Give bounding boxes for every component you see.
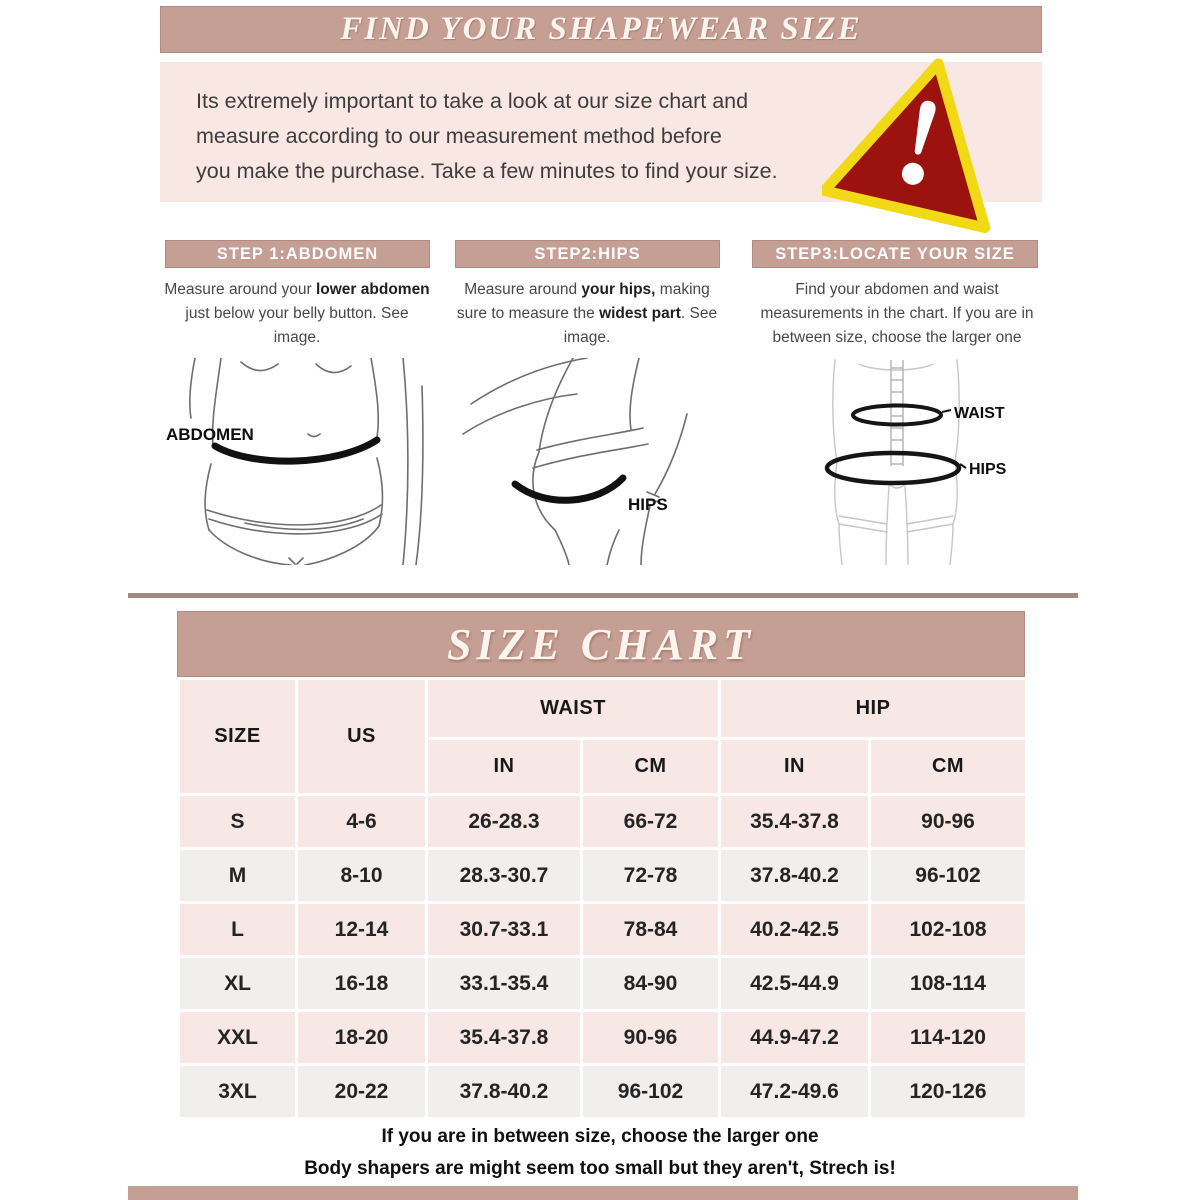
size-cell: 30.7-33.1 [427, 903, 582, 957]
hip-in-header: IN [720, 739, 870, 795]
step-2-description: Measure around your hips, making sure to measure the widest part. See image. [456, 281, 718, 346]
size-cell: 72-78 [582, 849, 720, 903]
size-row-xxl [179, 1011, 1027, 1065]
waist-label: WAIST [954, 405, 1005, 422]
step-3-header [752, 240, 1038, 268]
step-3-description: Find your abdomen and waist measurements in the chart. If you are in between size, choose the larger one [760, 281, 1034, 346]
size-cell: M [179, 849, 297, 903]
size-cell: 96-102 [870, 849, 1027, 903]
size-cell: L [179, 903, 297, 957]
abdomen-figure [165, 358, 445, 570]
size-cell: 35.4-37.8 [427, 1011, 582, 1065]
size-row-m [179, 849, 1027, 903]
col-waist-header: WAIST [427, 679, 720, 739]
stretch-note: Body shapers are might seem too small but they aren't, Strech is! [304, 1158, 896, 1179]
size-cell: 42.5-44.9 [720, 957, 870, 1011]
size-row-3xl [179, 1065, 1027, 1119]
size-cell: S [179, 795, 297, 849]
hips-figure [455, 358, 735, 570]
size-cell: 37.8-40.2 [427, 1065, 582, 1119]
size-cell: 28.3-30.7 [427, 849, 582, 903]
waist-in-header: IN [427, 739, 582, 795]
size-cell: 18-20 [297, 1011, 427, 1065]
size-cell: 47.2-49.6 [720, 1065, 870, 1119]
size-cell: 4-6 [297, 795, 427, 849]
size-chart-table-body [179, 795, 1027, 1119]
size-cell: 120-126 [870, 1065, 1027, 1119]
col-size-header: SIZE [179, 679, 297, 795]
step-2-title: STEP2:HIPS [534, 244, 641, 263]
size-row-l [179, 903, 1027, 957]
size-cell: 16-18 [297, 957, 427, 1011]
size-cell: 20-22 [297, 1065, 427, 1119]
size-row-xl [179, 957, 1027, 1011]
hips-label: HIPS [969, 461, 1007, 478]
size-cell: 114-120 [870, 1011, 1027, 1065]
waist-cm-header: CM [582, 739, 720, 795]
size-cell: 96-102 [582, 1065, 720, 1119]
between-size-note: If you are in between size, choose the larger one [381, 1126, 819, 1147]
size-cell: 35.4-37.8 [720, 795, 870, 849]
divider-line [128, 593, 1078, 598]
size-cell: 84-90 [582, 957, 720, 1011]
step-1-header [165, 240, 430, 268]
hips-label: HIPS [628, 495, 668, 514]
size-chart-table [177, 677, 1028, 1120]
size-cell: 12-14 [297, 903, 427, 957]
size-cell: XXL [179, 1011, 297, 1065]
size-cell: 8-10 [297, 849, 427, 903]
size-chart-title-bar [177, 611, 1025, 677]
size-cell: 78-84 [582, 903, 720, 957]
hip-cm-header: CM [870, 739, 1027, 795]
size-cell: 37.8-40.2 [720, 849, 870, 903]
size-cell: 26-28.3 [427, 795, 582, 849]
hips-line-drawing [455, 358, 735, 565]
size-cell: 108-114 [870, 957, 1027, 1011]
bottom-bar [128, 1186, 1078, 1200]
size-cell: XL [179, 957, 297, 1011]
size-cell: 44.9-47.2 [720, 1011, 870, 1065]
size-cell: 90-96 [870, 795, 1027, 849]
page-title: FIND YOUR SHAPEWEAR SIZE [340, 11, 862, 47]
intro-line: measure according to our measurement method before [196, 124, 722, 148]
step-3-title: STEP3:LOCATE YOUR SIZE [775, 244, 1015, 263]
body-measurement-drawing [775, 358, 1065, 565]
abdomen-line-drawing [165, 358, 445, 565]
warning-triangle-icon [822, 52, 1018, 234]
size-cell: 102-108 [870, 903, 1027, 957]
col-us-header: US [297, 679, 427, 795]
locate-size-figure [775, 358, 1065, 570]
step-1-description: Measure around your lower abdomen just below your belly button. See image. [164, 281, 430, 346]
col-hip-header: HIP [720, 679, 1027, 739]
size-chart-title: SIZE CHART [447, 619, 755, 669]
size-cell: 66-72 [582, 795, 720, 849]
intro-line: Its extremely important to take a look at our size chart and [196, 89, 749, 113]
page-title-bar [160, 6, 1042, 53]
size-cell: 33.1-35.4 [427, 957, 582, 1011]
intro-line: you make the purchase. Take a few minutes to find your size. [196, 159, 778, 183]
size-cell: 40.2-42.5 [720, 903, 870, 957]
step-2-header [455, 240, 720, 268]
size-cell: 90-96 [582, 1011, 720, 1065]
size-row-s [179, 795, 1027, 849]
step-1-title: STEP 1:ABDOMEN [216, 244, 379, 263]
size-cell: 3XL [179, 1065, 297, 1119]
abdomen-label: ABDOMEN [166, 425, 254, 444]
